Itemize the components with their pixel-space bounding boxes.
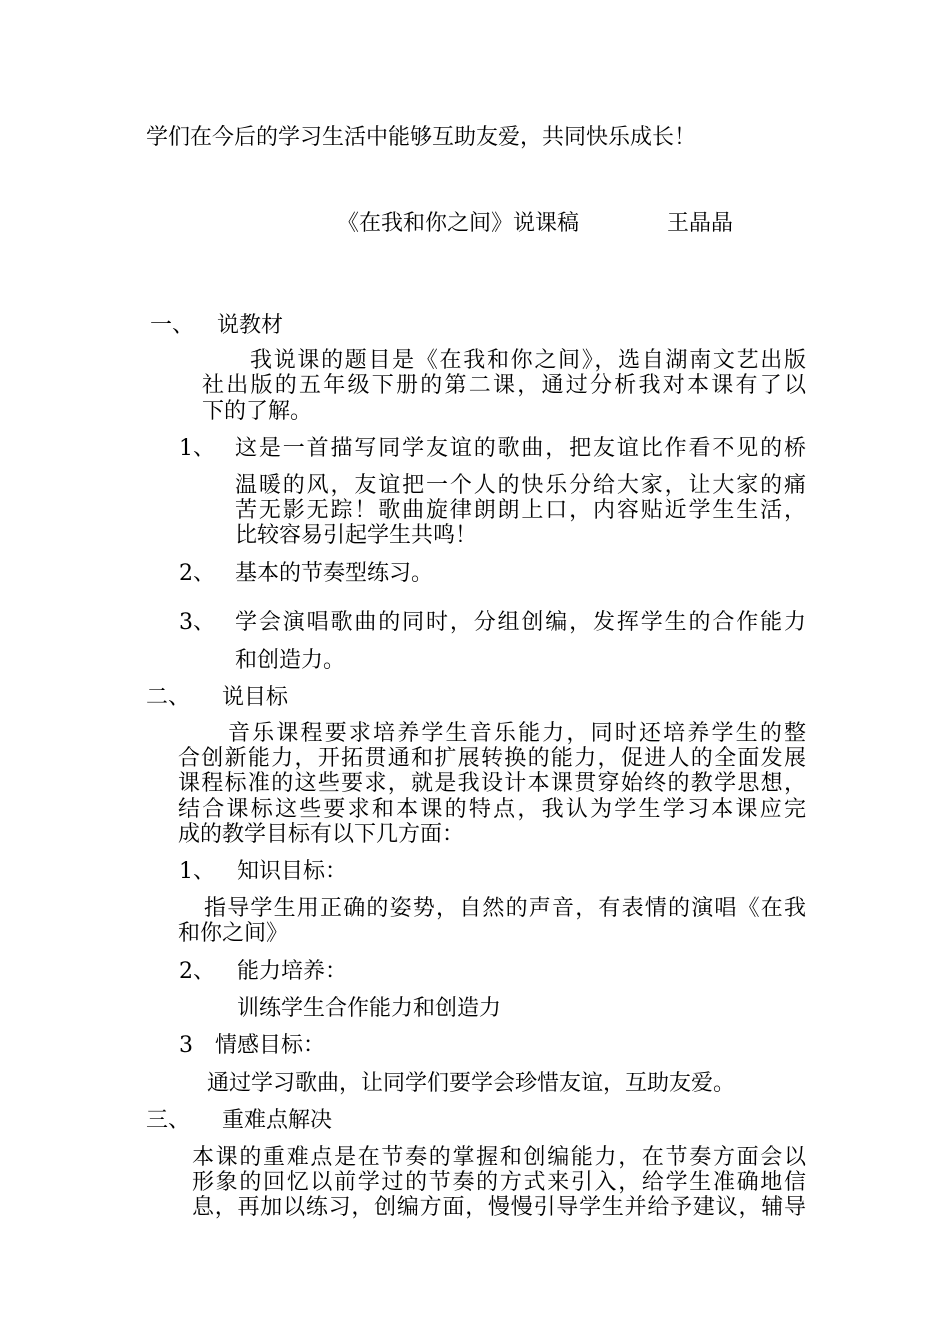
section-2-para-line: 课程标准的这些要求，就是我设计本课贯穿始终的教学思想， bbox=[178, 771, 806, 796]
section-1-item-3-line: 和创造力。 bbox=[235, 648, 346, 673]
section-3-heading: 重难点解决 bbox=[222, 1108, 333, 1133]
section-1-item-2-number: 2、 bbox=[179, 561, 215, 586]
section-2-para-line: 结合课标这些要求和本课的特点，我认为学生学习本课应完 bbox=[178, 797, 806, 822]
section-3-para-line: 本课的重难点是在节奏的掌握和创编能力，在节奏方面会以 bbox=[192, 1145, 806, 1170]
section-2-item-3-label: 情感目标： bbox=[215, 1033, 326, 1058]
document-title: 《在我和你之间》说课稿 bbox=[337, 211, 580, 236]
section-2-item-3-text: 通过学习歌曲，让同学们要学会珍惜友谊，互助友爱。 bbox=[207, 1071, 736, 1096]
section-1-number: 一、 bbox=[150, 313, 195, 338]
section-2-para-line: 成的教学目标有以下几方面： bbox=[178, 822, 465, 847]
section-2-item-3-number: 3 bbox=[179, 1033, 193, 1058]
section-1-item-1-number: 1、 bbox=[179, 436, 215, 461]
section-1-para-line: 社出版的五年级下册的第二课，通过分析我对本课有了以 bbox=[202, 373, 806, 398]
section-2-item-2-text: 训练学生合作能力和创造力 bbox=[237, 996, 502, 1021]
section-3-para-line: 息，再加以练习，创编方面，慢慢引导学生并给予建议，辅导 bbox=[192, 1195, 806, 1220]
section-1-item-1-line: 温暖的风，友谊把一个人的快乐分给大家，让大家的痛 bbox=[235, 473, 806, 498]
section-1-item-1-line: 这是一首描写同学友谊的歌曲，把友谊比作看不见的桥 bbox=[235, 436, 806, 461]
section-2-heading: 说目标 bbox=[222, 685, 289, 710]
section-1-item-3-line: 学会演唱歌曲的同时，分组创编，发挥学生的合作能力 bbox=[235, 610, 806, 635]
section-3-para-line: 形象的回忆以前学过的节奏的方式来引入，给学生准确地信 bbox=[192, 1170, 806, 1195]
section-3-number: 三、 bbox=[146, 1108, 191, 1133]
section-2-item-1-label: 知识目标： bbox=[237, 859, 348, 884]
section-2-para-line: 音乐课程要求培养学生音乐能力，同时还培养学生的整 bbox=[228, 721, 806, 746]
intro-line: 学们在今后的学习生活中能够互助友爱，共同快乐成长！ bbox=[146, 125, 697, 150]
section-1-item-3-number: 3、 bbox=[179, 610, 215, 635]
section-1-item-1-line: 比较容易引起学生共鸣！ bbox=[235, 523, 478, 548]
section-1-item-1-line: 苦无影无踪！歌曲旋律朗朗上口，内容贴近学生生活， bbox=[235, 498, 806, 523]
section-1-para-line: 下的了解。 bbox=[202, 399, 313, 424]
section-2-item-1-number: 1、 bbox=[179, 859, 215, 884]
section-1-para-line: 我说课的题目是《在我和你之间》，选自湖南文艺出版 bbox=[250, 348, 806, 373]
section-2-para-line: 合创新能力，开拓贯通和扩展转换的能力，促进人的全面发展 bbox=[178, 746, 806, 771]
section-2-number: 二、 bbox=[146, 685, 191, 710]
section-1-item-2-text: 基本的节奏型练习。 bbox=[235, 561, 434, 586]
section-2-item-1-line: 和你之间》 bbox=[178, 921, 289, 946]
section-2-item-1-line: 指导学生用正确的姿势，自然的声音，有表情的演唱《在我 bbox=[204, 896, 806, 921]
section-2-item-2-number: 2、 bbox=[179, 959, 215, 984]
document-author: 王晶晶 bbox=[667, 211, 734, 236]
section-2-item-2-label: 能力培养： bbox=[237, 959, 348, 984]
section-1-heading: 说教材 bbox=[217, 313, 284, 338]
